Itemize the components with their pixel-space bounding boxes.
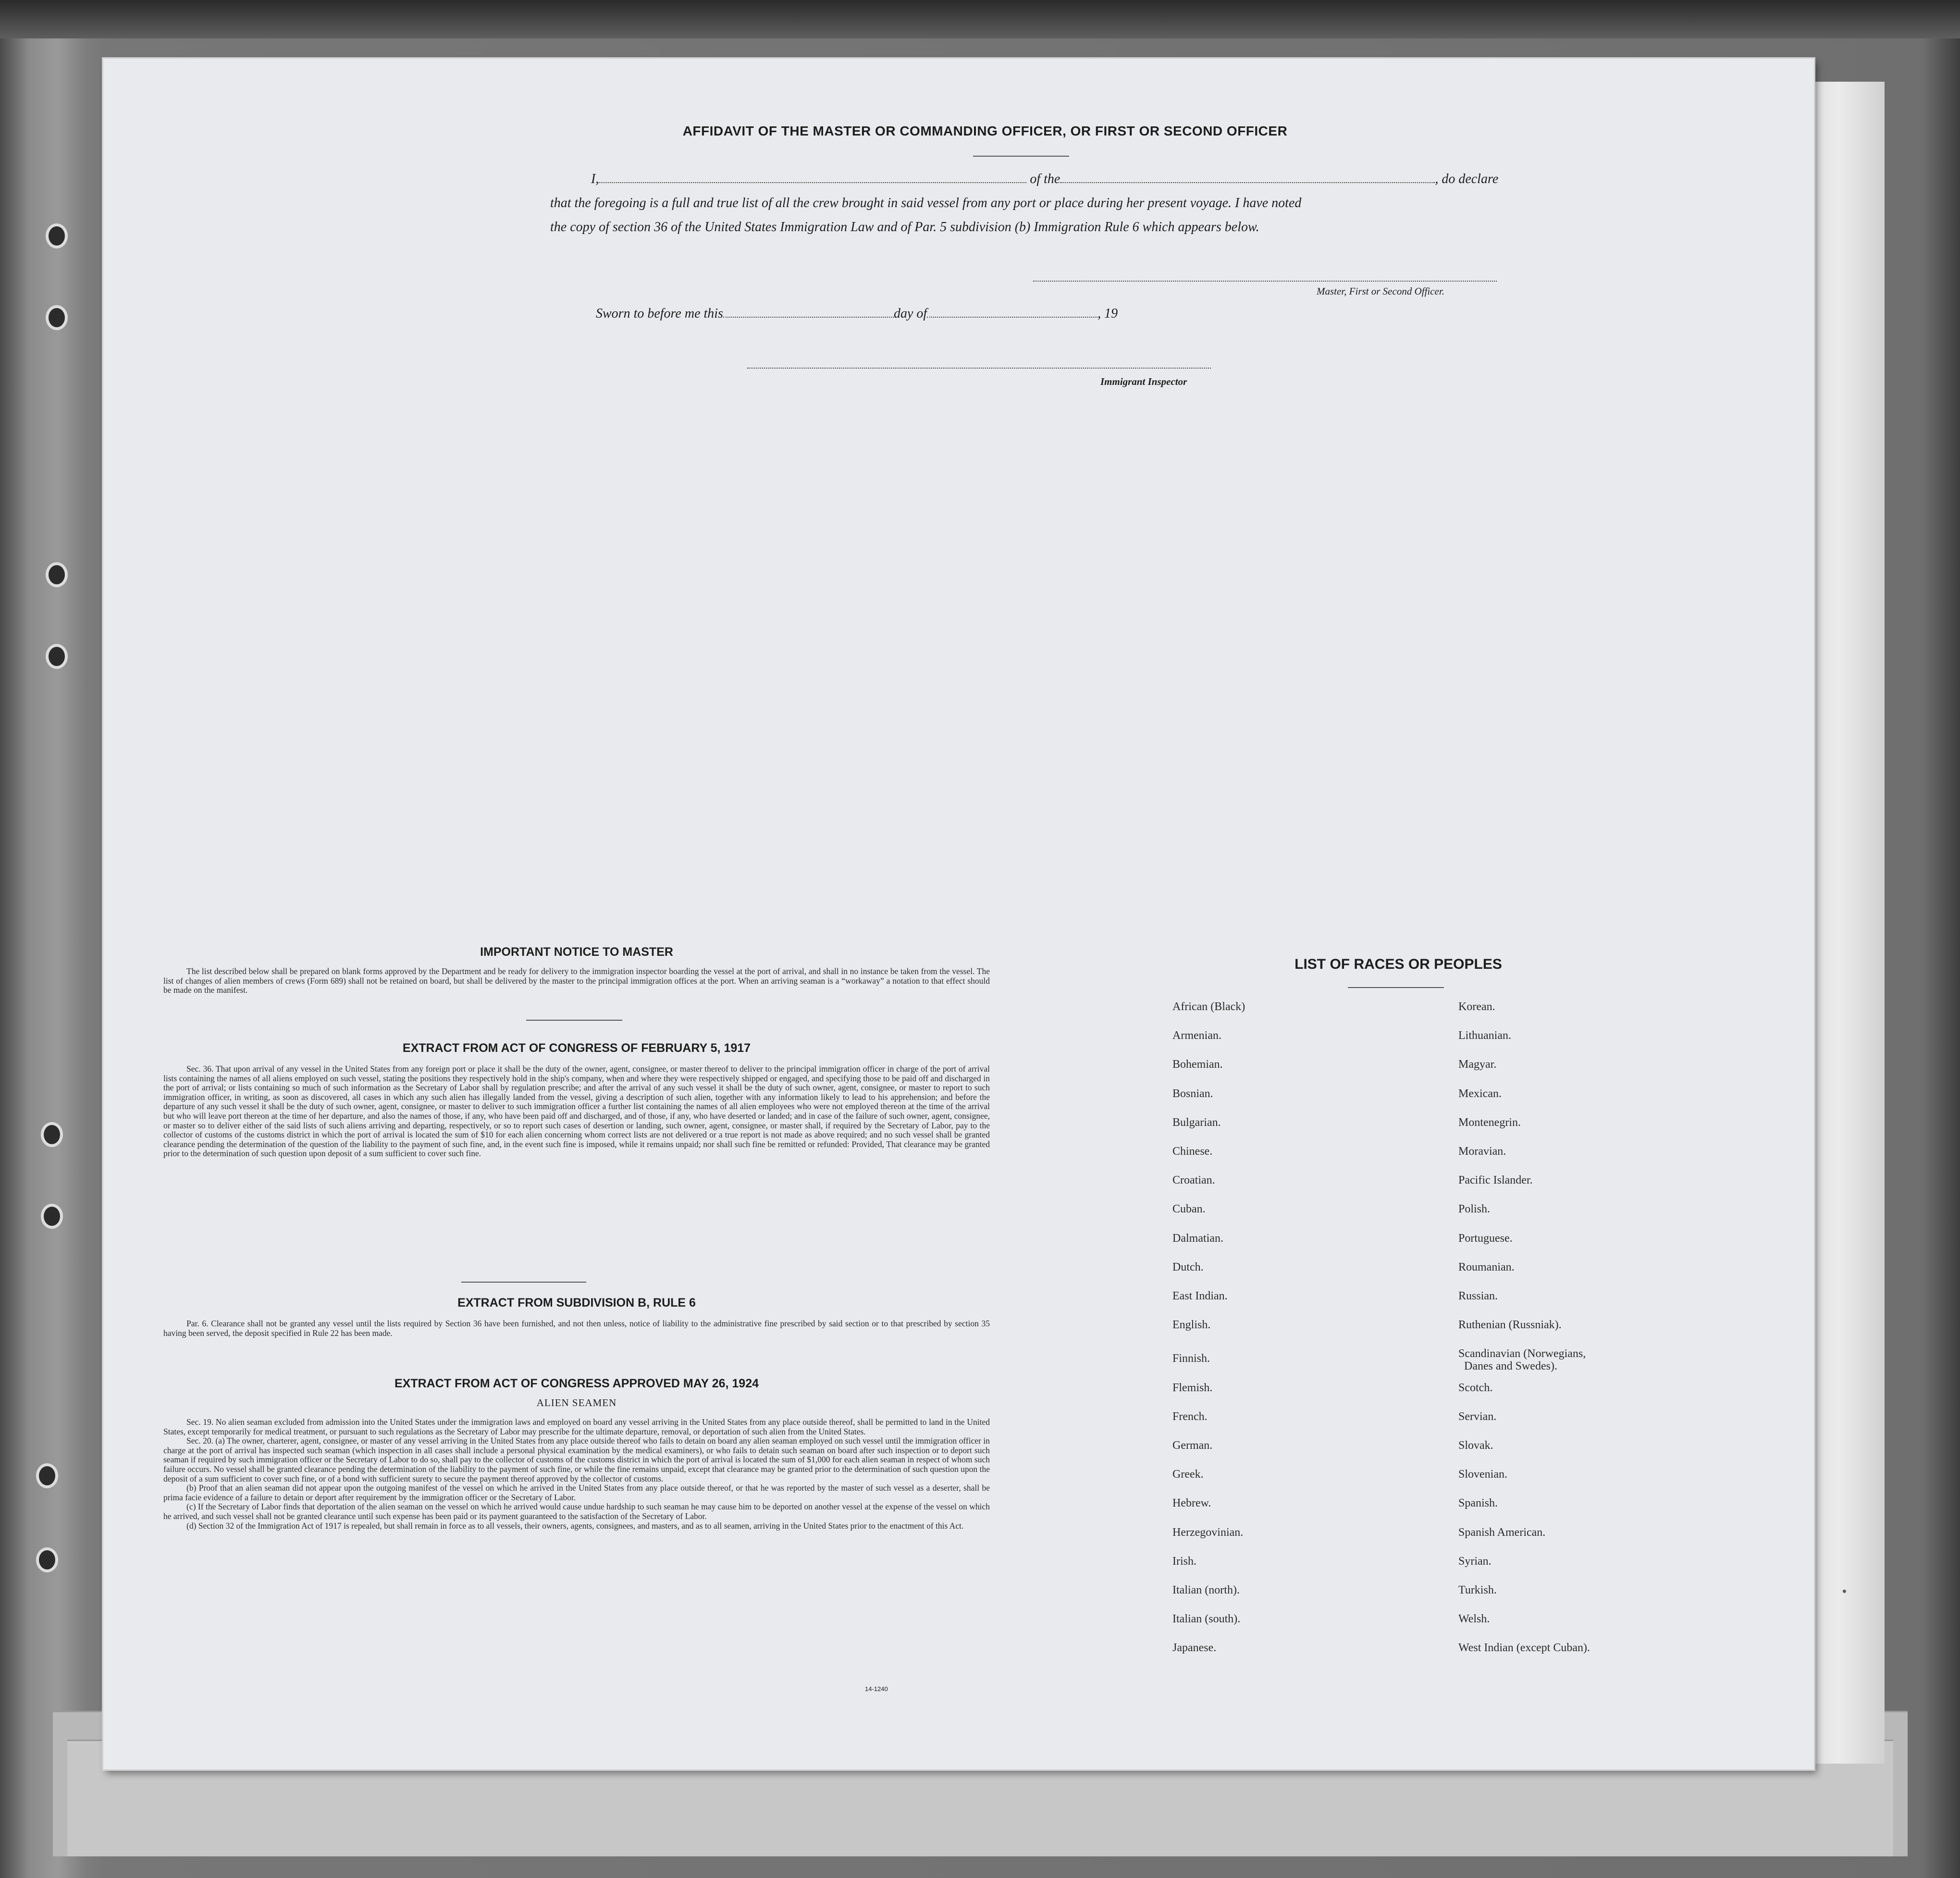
race-item-right: West Indian (except Cuban). bbox=[1458, 1642, 1590, 1655]
race-item-right: Scandinavian (Norwegians, Danes and Swedes). bbox=[1458, 1347, 1586, 1373]
race-item-right: Montenegrin. bbox=[1458, 1116, 1521, 1129]
section-divider bbox=[526, 1020, 622, 1021]
binder-hole-icon bbox=[41, 1204, 63, 1229]
race-item-left: German. bbox=[1172, 1439, 1213, 1452]
race-item-left: Dalmatian. bbox=[1172, 1232, 1223, 1245]
race-item-left: English. bbox=[1172, 1319, 1211, 1332]
race-item-right: Magyar. bbox=[1458, 1058, 1497, 1071]
master-name-blank[interactable] bbox=[599, 182, 1026, 183]
race-item-left: Greek. bbox=[1172, 1468, 1204, 1481]
form-page bbox=[103, 59, 1814, 1769]
race-item-left: Dutch. bbox=[1172, 1260, 1204, 1273]
vessel-name-blank[interactable] bbox=[1060, 182, 1435, 183]
extract-rule6-text bbox=[163, 1319, 990, 1338]
race-item-right: Pacific Islander. bbox=[1458, 1174, 1533, 1187]
race-item-right: Ruthenian (Russniak). bbox=[1458, 1319, 1562, 1332]
sec-20c-paragraph: (c) If the Secretary of Labor finds that deportation of the alien seaman on the vessel on which he arrived would cause undue hardship to such seaman he may cause him to be deported on another vessel at the expense of the vessel on which he arrived, and such vessel shall not be granted clearance until such expense has been paid or its payment guaranteed to the satisfaction of the Secretary of Labor. bbox=[163, 1502, 990, 1521]
sworn-month-blank[interactable] bbox=[927, 316, 1097, 318]
race-item-right: Slovak. bbox=[1458, 1439, 1493, 1452]
sec-20d-paragraph: (d) Section 32 of the Immigration Act of 1917 is repealed, but shall remain in force as to all vessels, their owners, agents, consignees, and masters, and as to all seamen, arriving in the United States prior to the enactment of this Act. bbox=[186, 1520, 964, 1531]
section-36-paragraph: Sec. 36. That upon arrival of any vessel in the United States from any foreign port or place it shall be the duty of the owner, agent, consignee, or master thereof to deliver to the principal immigration officer in charge of the port of arrival lists containing the names of all aliens employed on such vessel, stating the positions they respectively hold in the ship's company, when and where they were respectively shipped or engaged, and specifying those to be paid off and discharged in the port of arrival; or lists containing so much of such information as the Secretary of Labor shall by regulation prescribe; and after the arrival of any such vessel it shall be the duty of such owner, agent, consignee, or master to report to such immigration officer, in writing, as soon as discovered, all cases in which any such alien has illegally landed from the vessel, giving a description of such alien, together with any information likely to lead to his apprehension; and before the departure of any such vessel it shall be the duty of such owner, agent, consignee, or master to deliver to such immigration officer a further list containing the names of all alien employees who were not employed thereon at the time of the arrival but who will leave port thereon at the time of her departure, and also the names of those, if any, who have been paid off and discharged, and of those, if any, who have deserted or landed; and in case of the failure of such owner, agent, consignee, or master so to deliver either of the said lists of such aliens arriving and departing, respectively, or so to report such cases of desertion or landing, such owner, agent, consignee, or master shall, if required by the Secretary of Labor, pay to the collector of customs of the customs district in which the port of arrival is located the sum of $10 for each alien concerning whom correct lists are not delivered or a true report is not made as above required; and no such vessel shall be granted clearance pending the determination of the question of the liability to the payment of such fine, and, in the event such fine is imposed, while it remains unpaid; nor shall such fine be remitted or refunded: Provided, That clearance may be granted prior to the determination of such question upon deposit of a sum sufficient to cover such fine. bbox=[163, 1064, 990, 1159]
sec-20b-paragraph: (b) Proof that an alien seaman did not appear upon the outgoing manifest of the vessel on which he arrived in the United States from any place outside thereof, or that he was reported by the master of such vessel as a deserter, shall be prima facie evidence of a failure to detain or deport after requirement by the immigration officer or the Secretary of Labor. bbox=[163, 1483, 990, 1502]
race-item-left: Bulgarian. bbox=[1172, 1116, 1221, 1129]
scan-top-edge bbox=[0, 0, 1960, 38]
declaration-line-2: that the foregoing is a full and true list of all the crew brought in said vessel from any port or place during her present voyage. I have noted bbox=[550, 196, 1302, 210]
race-item-right: Welsh. bbox=[1458, 1613, 1490, 1626]
extract-1924-heading: EXTRACT FROM ACT OF CONGRESS APPROVED MAY 26, 1924 bbox=[394, 1377, 759, 1390]
par-6-paragraph: Par. 6. Clearance shall not be granted any vessel until the lists required by Section 36 have been furnished, and not then unless, notice of liability to the administrative fine prescribed by said section or to that prescribed by section 35 having been served, the deposit specified in Rule 22 has been made. bbox=[163, 1319, 990, 1338]
declaration-line-3: the copy of section 36 of the United States Immigration Law and of Par. 5 subdivision (b) Immigration Rule 6 which appears below. bbox=[550, 220, 1259, 235]
form-number: 14-1240 bbox=[865, 1685, 888, 1693]
binder-hole-icon bbox=[46, 644, 68, 669]
binder-hole-icon bbox=[46, 562, 68, 587]
sworn-day-of: day of bbox=[893, 306, 927, 321]
race-item-right: Slovenian. bbox=[1458, 1468, 1507, 1481]
title-divider bbox=[973, 156, 1069, 157]
race-item-right: Scotch. bbox=[1458, 1381, 1493, 1394]
sec-20a-paragraph: Sec. 20. (a) The owner, charterer, agent, consignee, or master of any vessel arriving in the United States from any place outside thereof who fails to detain on board any alien seaman employed on such vessel until the immigration officer in charge at the port of arrival has inspected such seaman (which inspection in all cases shall include a personal physical examination by the medical examiners), or who fails to detain such seaman on board after such inspection or to deport such seaman if required by such immigration officer or the Secretary of Labor to do so, shall pay to the collector of customs of the customs district in which the port of arrival is located the sum of $1,000 for each alien seaman in respect of whom such failure occurs. No vessel shall be granted clearance pending the determination of the liability to the payment of such fine, or while the fine remains unpaid, except that clearance may be granted prior to the determination of such question upon the deposit of a sum sufficient to cover such fine, or of a bond with sufficient surety to secure the payment thereof approved by the collector of customs. bbox=[163, 1436, 990, 1483]
race-item-right: Spanish. bbox=[1458, 1497, 1498, 1510]
binder-hole-icon bbox=[41, 1122, 63, 1147]
alien-seamen-subheading: ALIEN SEAMEN bbox=[536, 1397, 617, 1408]
race-item-left: Hebrew. bbox=[1172, 1497, 1211, 1510]
race-item-left: Bohemian. bbox=[1172, 1058, 1223, 1071]
sworn-day-blank[interactable] bbox=[723, 316, 894, 318]
race-item-right: Lithuanian. bbox=[1458, 1029, 1511, 1042]
notice-text bbox=[163, 967, 990, 995]
page-stack-edge bbox=[1807, 82, 1885, 1764]
race-item-right: Spanish American. bbox=[1458, 1526, 1546, 1539]
race-item-left: Irish. bbox=[1172, 1555, 1196, 1568]
notice-heading: IMPORTANT NOTICE TO MASTER bbox=[480, 945, 673, 959]
race-item-left: East Indian. bbox=[1172, 1290, 1228, 1302]
race-item-left: Herzegovinian. bbox=[1172, 1526, 1244, 1539]
declaration-line-1 bbox=[591, 172, 1498, 187]
race-item-right: Moravian. bbox=[1458, 1145, 1506, 1158]
inspector-signature-line[interactable] bbox=[747, 368, 1211, 369]
declaration-declare: , do declare bbox=[1435, 172, 1499, 186]
notice-paragraph: The list described below shall be prepared on blank forms approved by the Department and be ready for delivery to the immigration inspector boarding the vessel at the port of arrival, and shall in no instance be taken from the vessel. The list of changes of alien members of crews (Form 689) shall not be retained on board, but shall be delivered by the master to the principal immigration offices at the port. When an arriving seaman is a “workaway” a notation to that effect should be made on the manifest. bbox=[163, 966, 990, 995]
sec-19-paragraph: Sec. 19. No alien seaman excluded from admission into the United States under the immigration laws and employed on board any vessel arriving in the United States from any place outside thereof, shall be permitted to land in the United States, except temporarily for medical treatment, or pursuant to such regulations as the Secretary of Labor may prescribe for the ultimate departure, removal, or deportation of such alien from the United States. bbox=[163, 1417, 990, 1436]
race-item-left: Flemish. bbox=[1172, 1381, 1213, 1394]
binder-hole-icon bbox=[36, 1463, 58, 1488]
race-item-left: Cuban. bbox=[1172, 1203, 1206, 1216]
sworn-prefix: Sworn to before me this bbox=[596, 306, 723, 321]
race-item-right: Russian. bbox=[1458, 1290, 1498, 1302]
races-title: LIST OF RACES OR PEOPLES bbox=[1294, 956, 1502, 972]
master-signature-caption: Master, First or Second Officer. bbox=[1317, 285, 1444, 297]
race-item-left: Chinese. bbox=[1172, 1145, 1213, 1158]
margin-handwriting: . bbox=[1838, 1567, 1850, 1599]
race-item-left: Japanese. bbox=[1172, 1642, 1217, 1655]
master-signature-line[interactable] bbox=[1033, 281, 1497, 282]
race-item-left: African (Black) bbox=[1172, 1001, 1245, 1013]
race-item-right: Polish. bbox=[1458, 1203, 1491, 1216]
race-item-left: Armenian. bbox=[1172, 1029, 1221, 1042]
race-item-left: Finnish. bbox=[1172, 1352, 1210, 1365]
race-item-right: Turkish. bbox=[1458, 1584, 1497, 1596]
race-item-left: Italian (north). bbox=[1172, 1584, 1240, 1596]
race-item-right: Servian. bbox=[1458, 1410, 1497, 1423]
section-divider bbox=[461, 1282, 586, 1283]
race-item-right: Roumanian. bbox=[1458, 1260, 1515, 1273]
extract-1924-text bbox=[163, 1418, 990, 1531]
extract-rule6-heading: EXTRACT FROM SUBDIVISION B, RULE 6 bbox=[457, 1296, 696, 1310]
race-item-left: Croatian. bbox=[1172, 1174, 1215, 1187]
affidavit-title: AFFIDAVIT OF THE MASTER OR COMMANDING OFFICER, OR FIRST OR SECOND OFFICER bbox=[682, 124, 1288, 138]
sworn-year: , 19 bbox=[1097, 306, 1118, 321]
declaration-i: I, bbox=[591, 172, 599, 186]
race-item-left: Italian (south). bbox=[1172, 1613, 1241, 1626]
binder-hole-icon bbox=[46, 223, 68, 248]
inspector-signature-caption: Immigrant Inspector bbox=[1100, 376, 1187, 387]
race-item-right: Syrian. bbox=[1458, 1555, 1492, 1568]
race-item-right: Portuguese. bbox=[1458, 1232, 1513, 1245]
race-item-right: Mexican. bbox=[1458, 1087, 1502, 1100]
extract-1917-heading: EXTRACT FROM ACT OF CONGRESS OF FEBRUARY 5, 1917 bbox=[402, 1041, 751, 1055]
extract-1917-text bbox=[163, 1064, 990, 1159]
race-item-left: Bosnian. bbox=[1172, 1087, 1213, 1100]
binder-hole-icon bbox=[36, 1547, 58, 1572]
declaration-of-the: of the bbox=[1030, 172, 1060, 186]
race-item-left: French. bbox=[1172, 1410, 1208, 1423]
binder-hole-icon bbox=[46, 305, 68, 330]
race-item-right: Korean. bbox=[1458, 1001, 1495, 1013]
races-divider bbox=[1348, 987, 1444, 988]
sworn-line bbox=[596, 306, 1118, 321]
